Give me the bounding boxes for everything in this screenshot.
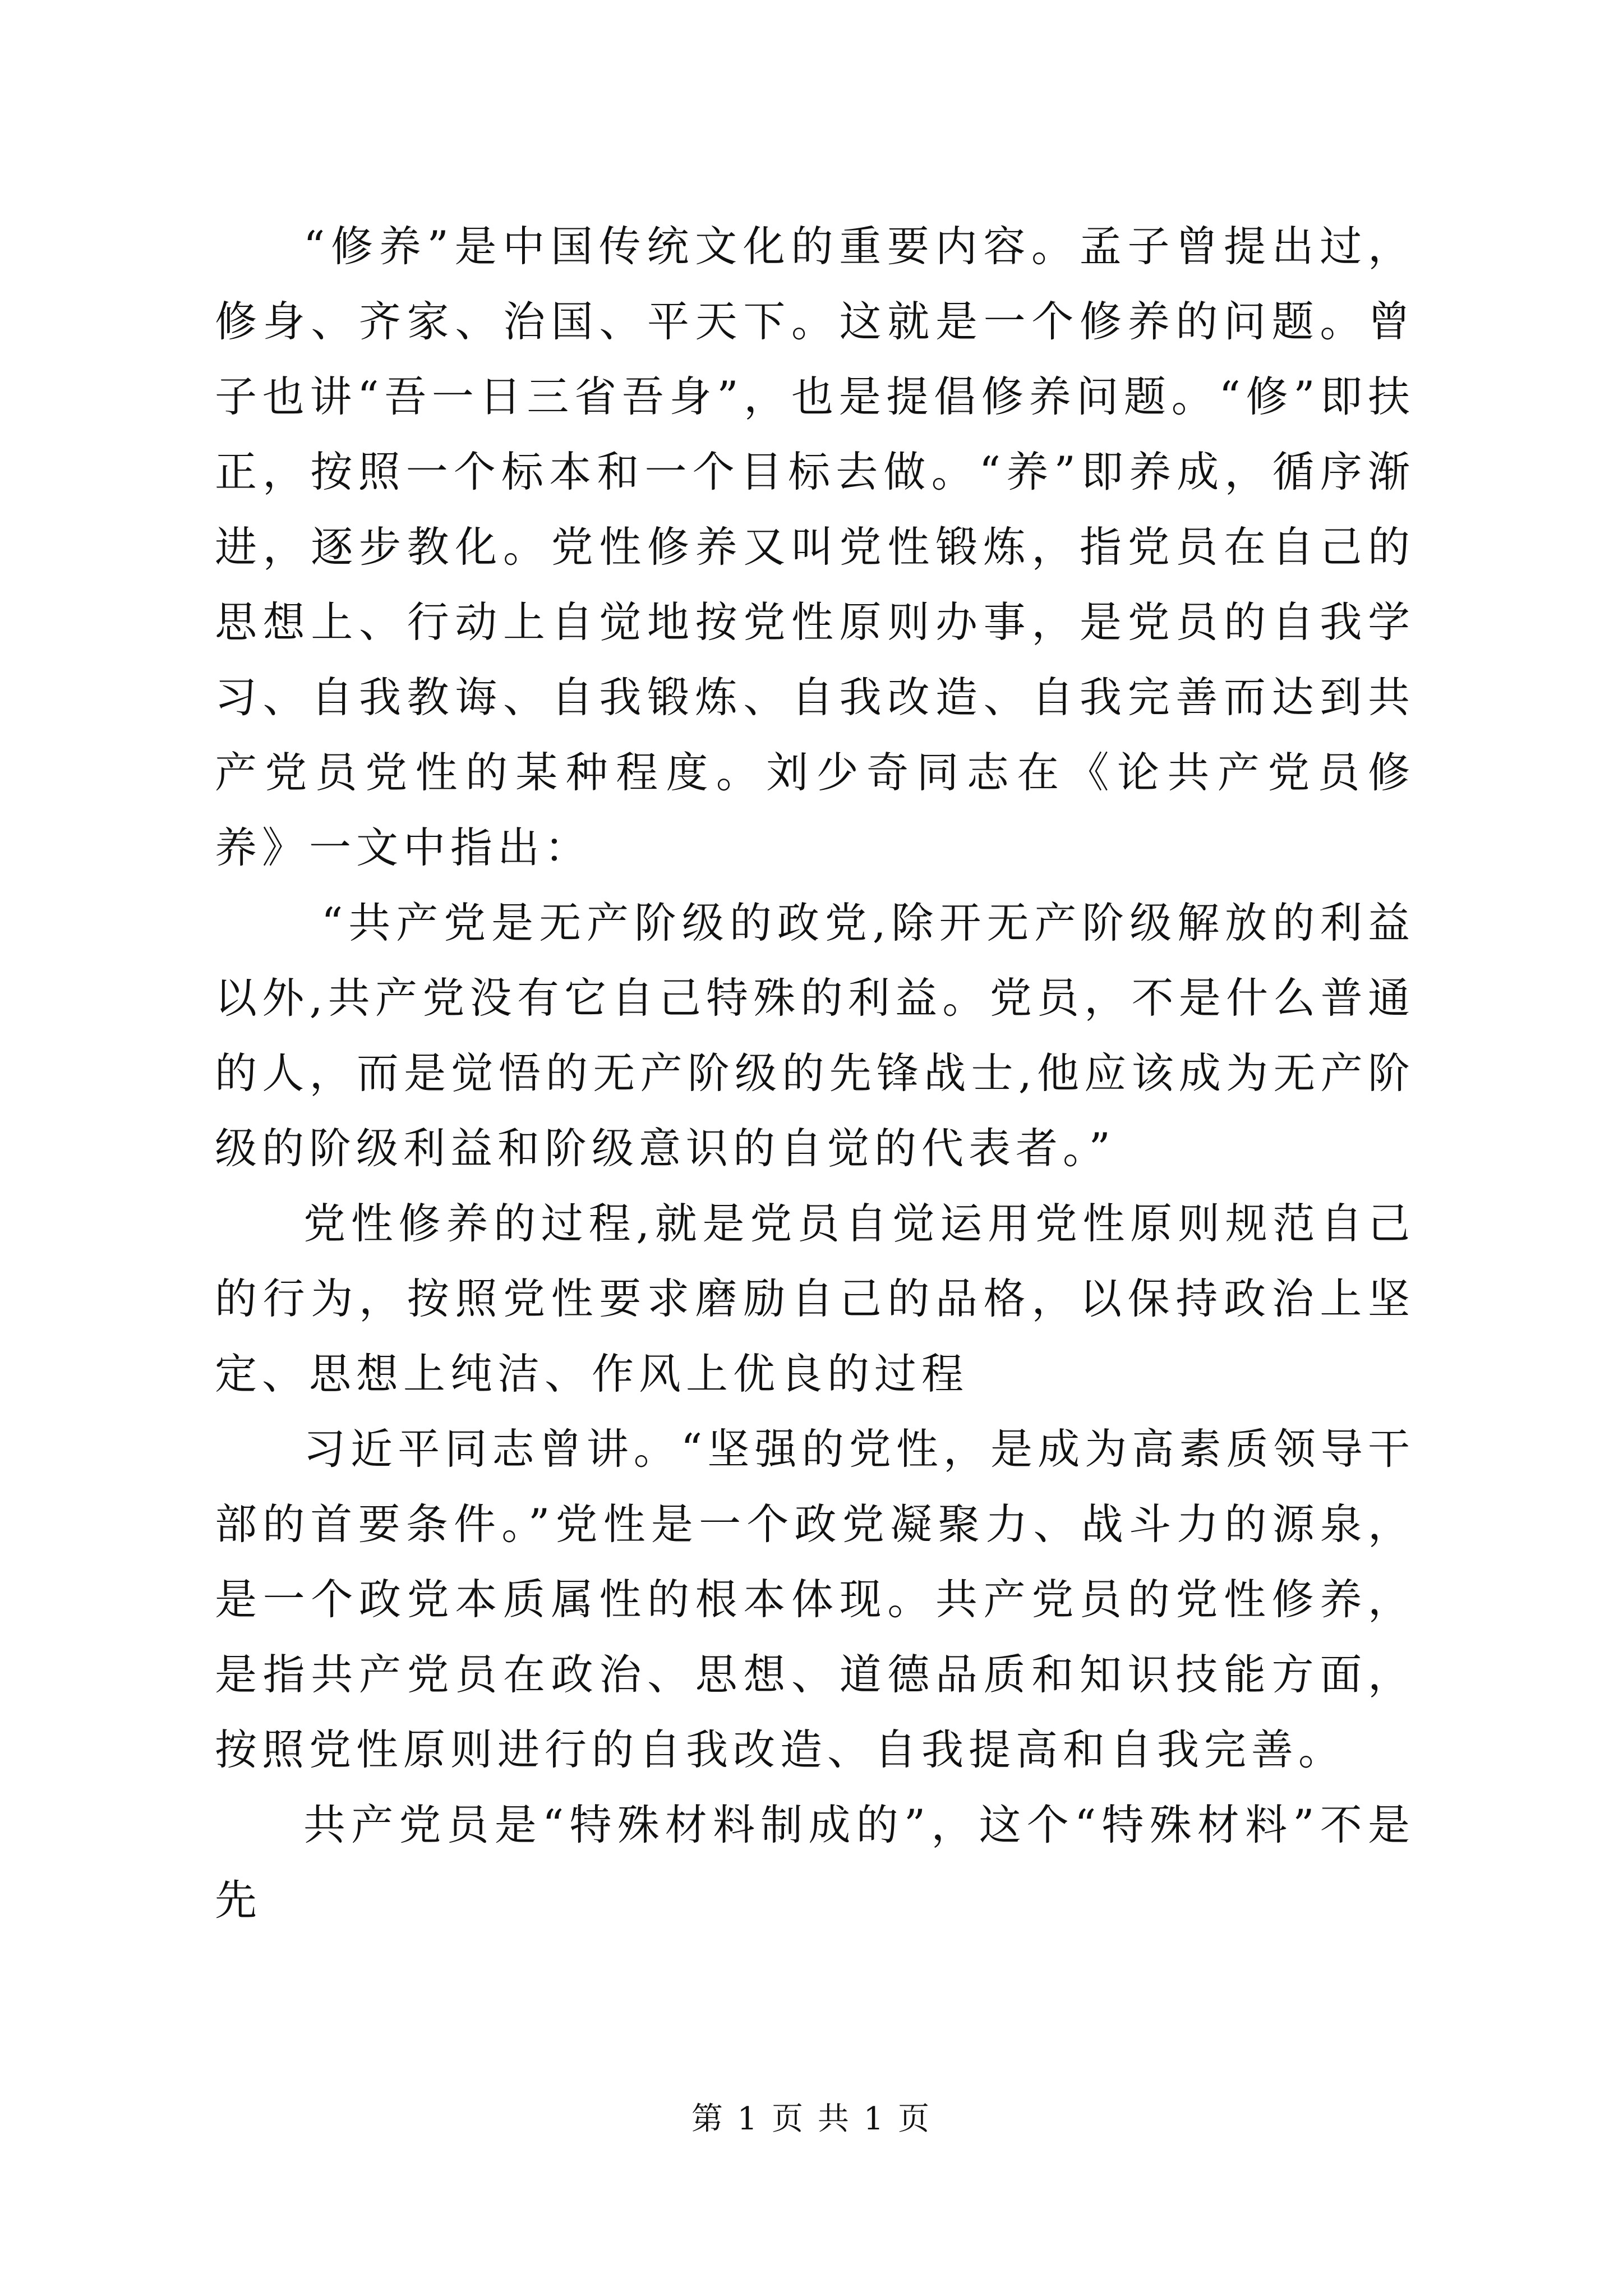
- paragraph-party-spirit-process: 党性修养的过程,就是党员自觉运用党性原则规范自己的行为，按照党性要求磨励自己的品格，以保持政治上坚定、思想上纯洁、作风上优良的过程: [215, 1199, 1415, 1398]
- paragraph-liu-shaoqi-quote: “共产党是无产阶级的政党,除开无产阶级解放的利益以外,共产党没有它自己特殊的利益。党员，不是什么普通的人，而是觉悟的无产阶级的先锋战士,他应该成为无产阶级的阶级利益和阶级意识的自觉的代表者。”: [215, 898, 1415, 1173]
- document-body: [215, 209, 1415, 1938]
- paragraph-xiuyang-intro: “修养”是中国传统文化的重要内容。孟子曾提出过，修身、齐家、治国、平天下。这就是一个修养的问题。曾子也讲“吾一日三省吾身”，也是提倡修养问题。“修”即扶正，按照一个标本和一个目标去做。“养”即养成，循序渐进，逐步教化。党性修养又叫党性锻炼，指党员在自己的思想上、行动上自觉地按党性原则办事，是党员的自我学习、自我教诲、自我锻炼、自我改造、自我完善而达到共产党员党性的某种程度。刘少奇同志在《论共产党员修养》一文中指出：: [215, 222, 1415, 872]
- paragraph-special-material: 共产党员是“特殊材料制成的”，这个“特殊材料”不是先: [215, 1800, 1415, 1925]
- paragraph-xi-jinping-quote: 习近平同志曾讲。“坚强的党性，是成为高素质领导干部的首要条件。”党性是一个政党凝聚力、战斗力的源泉，是一个政党本质属性的根本体现。共产党员的党性修养，是指共产党员在政治、思想、道德品质和知识技能方面，按照党性原则进行的自我改造、自我提高和自我完善。: [215, 1424, 1415, 1774]
- page-footer: 第 1 页 共 1 页: [691, 2101, 932, 2137]
